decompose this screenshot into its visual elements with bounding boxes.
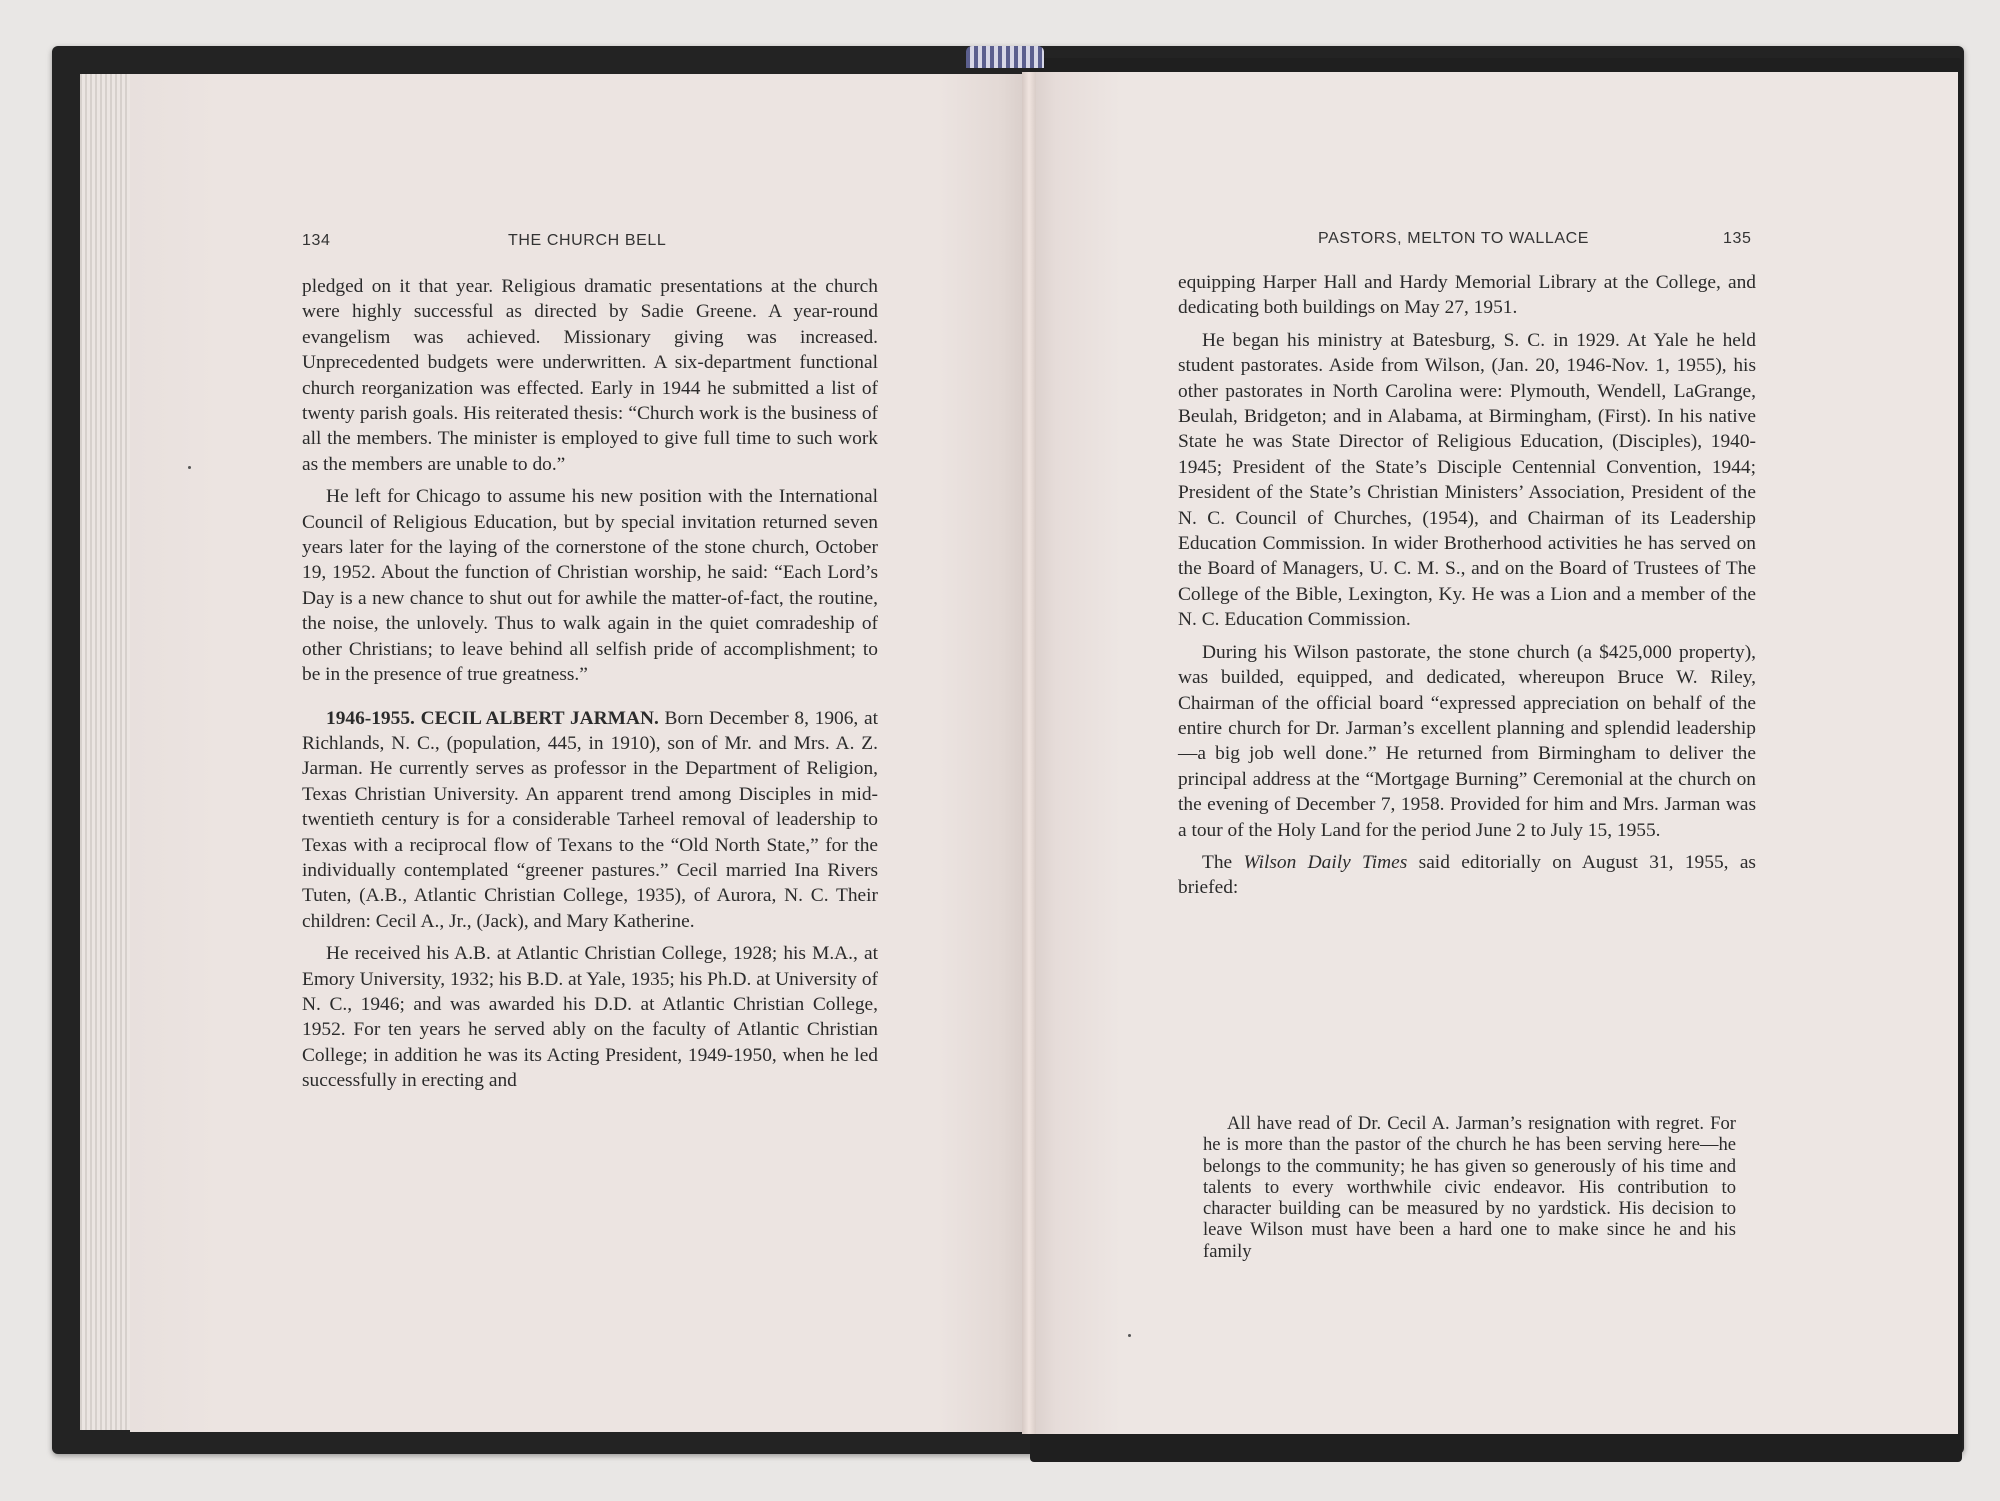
page-edges (80, 74, 134, 1430)
speck (188, 466, 191, 469)
editorial-lead: The (1202, 851, 1233, 873)
paragraph: He left for Chicago to assume his new position with the International Council of Religious Education, but by special invitation returned seven years later for the laying of the cornerstone of the stone church, October 19, 1952. About the function of Christian worship, he said: “Each Lord’s Day is a new chance to shut out for awhile the matter-of-fact, the routine, the noise, the unlovely. Thus to walk again in the quiet comradeship of other Christians; to leave behind all selfish pride of accomplishment; to be in the presence of true greatness.” (302, 486, 878, 686)
paragraph: equipping Harper Hall and Hardy Memorial Library at the College, and dedicating both buildings on May 27, 1951. (1178, 272, 1756, 319)
paragraph: He received his A.B. at Atlantic Christian College, 1928; his M.A., at Emory University, 1932; his B.D. at Yale, 1935; his Ph.D. at University of N. C., 1946; and was awarded his D.D. at Atlantic Christian College, 1952. For ten years he served ably on the faculty of Atlantic Christian College; in addition he was its Acting President, 1949-1950, when he led successfully in erecting and (302, 943, 878, 1092)
paragraph: During his Wilson pastorate, the stone church (a $425,000 property), was builded, equipped, and dedicated, whereupon Bruce W. Riley, Chairman of the official board “expressed appreciation on behalf of the entire church for Dr. Jarman’s excellent planning and splendid leadership—a big job well done.” He returned from Birmingham to deliver the principal address at the “Mortgage Burning” Ceremonial at the church on the evening of December 7, 1958. Provided for him and Mrs. Jarman was a tour of the Holy Land for the period June 2 to July 15, 1955. (1178, 641, 1756, 841)
right-page-number: 135 (1723, 230, 1752, 247)
editorial-paragraph (1178, 850, 1756, 901)
left-page-number: 134 (302, 232, 331, 249)
jarman-heading: 1946-1955. CECIL ALBERT JARMAN. (326, 707, 659, 729)
book-gutter (1022, 72, 1036, 1434)
left-page-text (302, 274, 878, 1101)
editorial-tail: said editorially on August 31, 1955, as briefed: (1178, 851, 1756, 899)
jarman-intro: Born December 8, 1906, at Richlands, N. C., (population, 445, in 1910), son of Mr. and Mrs. A. Z. Jarman. He currently serves as professor in the Department of Religion, Texas Christian University. An apparent trend among Disciples in mid-twentieth century is for a considerable Tarheel removal of leadership to Texas with a reciprocal flow of Texans to the “Old North State,” for the individually contemplated “greener pastures.” Cecil married Ina Rivers Tuten, (A.B., Atlantic Christian College, 1935), of Aurora, N. C. Their children: Cecil A., Jr., (Jack), and Mary Katherine. (302, 707, 878, 932)
left-running-head: THE CHURCH BELL (508, 232, 667, 249)
right-page-text (1178, 270, 1756, 908)
headband (966, 46, 1044, 68)
editorial-quote (1203, 1113, 1736, 1262)
paragraph: He began his ministry at Batesburg, S. C. in 1929. At Yale he held student pastorates. Aside from Wilson, (Jan. 20, 1946-Nov. 1, 1955), his other pastorates in North Carolina were: Plymouth, Wendell, LaGrange, Beulah, Bridgeton; and in Alabama, at Birmingham, (First). In his native State he was State Director of Religious Education, (Disciples), 1940-1945; President of the State’s Disciple Centennial Convention, 1944; President of the State’s Christian Ministers’ Association, President of the N. C. Council of Churches, (1954), and Chairman of its Leadership Education Commission. In wider Brotherhood activities he has served on the Board of Managers, U. C. M. S., and on the Board of Trustees of The College of the Bible, Lexington, Ky. He was a Lion and a member of the N. C. Education Commission. (1178, 329, 1756, 631)
newspaper-title: Wilson Daily Times (1243, 851, 1408, 873)
quote-text: All have read of Dr. Cecil A. Jarman’s resignation with regret. For he is more than the pastor of the church he has been serving here—he belongs to the community; he has given so generously of his time and talents to every worthwhile civic endeavor. His contribution to character building can be measured by no yardstick. His decision to leave Wilson must have been a hard one to make since he and his family (1203, 1113, 1736, 1262)
right-running-head: PASTORS, MELTON TO WALLACE (1318, 230, 1590, 247)
paragraph: pledged on it that year. Religious dramatic presentations at the church were highly successful as directed by Sadie Greene. A year-round evangelism was achieved. Missionary giving was increased. Unprecedented budgets were underwritten. A six-department functional church reorganization was effected. Early in 1944 he submitted a list of twenty parish goals. His reiterated thesis: “Church work is the business of all the members. The minister is employed to give full time to such work as the members are unable to do.” (302, 276, 878, 475)
speck (1128, 1334, 1131, 1337)
jarman-paragraph (302, 706, 878, 935)
